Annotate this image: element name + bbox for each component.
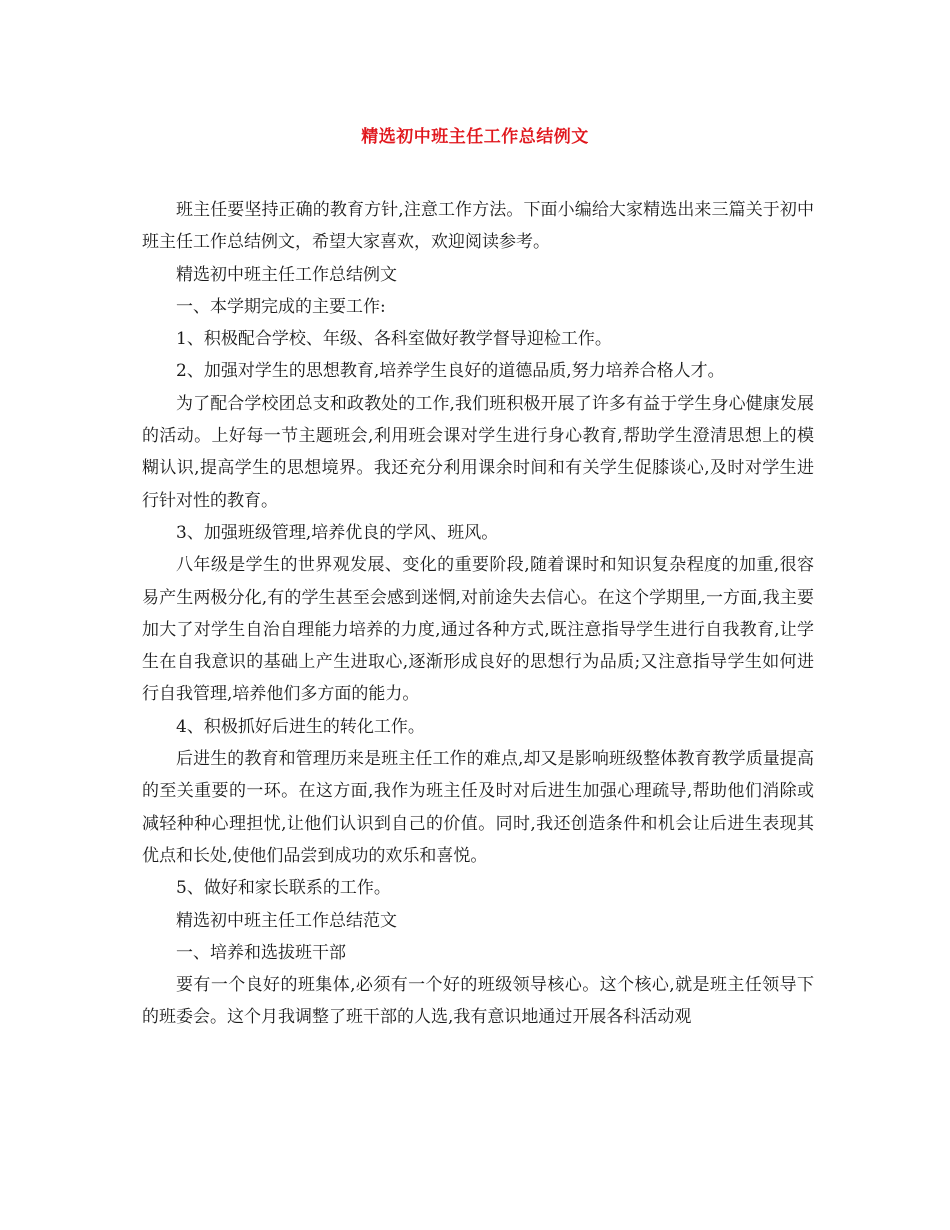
paragraph-item-4: 4、积极抓好后进生的转化工作。 xyxy=(176,716,425,737)
document-body xyxy=(142,194,814,1034)
paragraph-intro: 班主任要坚持正确的教育方针,注意工作方法。下面小编给大家精选出来三篇关于初中班主任工作总结例文，希望大家喜欢，欢迎阅读参考。 xyxy=(142,200,814,253)
paragraph-heading-example: 精选初中班主任工作总结例文 xyxy=(176,264,397,285)
paragraph-body-3: 后进生的教育和管理历来是班主任工作的难点,却又是影响班级整体教育教学质量提高的至关重要的一环。在这方面,我作为班主任及时对后进生加强心理疏导,帮助他们消除或减轻种种心理担忧,让他们认识到自己的价值。同时,我还创造条件和机会让后进生表现其优点和长处,使他们品尝到成功的欢乐和喜悦。 xyxy=(142,749,814,866)
paragraph-heading-sample: 精选初中班主任工作总结范文 xyxy=(176,910,397,931)
paragraph-item-3: 3、加强班级管理,培养优良的学风、班风。 xyxy=(176,522,499,543)
paragraph-body-1: 为了配合学校团总支和政教处的工作,我们班积极开展了许多有益于学生身心健康发展的活动。上好每一节主题班会,利用班会课对学生进行身心教育,帮助学生澄清思想上的模糊认识,提高学生的思想境界。我还充分利用课余时间和有关学生促膝谈心,及时对学生进行针对性的教育。 xyxy=(142,393,814,511)
paragraph-body-4: 要有一个良好的班集体,必须有一个好的班级领导核心。这个核心,就是班主任领导下的班委会。这个月我调整了班干部的人选,我有意识地通过开展各科活动观 xyxy=(142,975,814,1028)
paragraph-body-2: 八年级是学生的世界观发展、变化的重要阶段,随着课时和知识复杂程度的加重,很容易产生两极分化,有的学生甚至会感到迷惘,对前途失去信心。在这个学期里,一方面,我主要加大了对学生自治自理能力培养的力度,通过各种方式,既注意指导学生进行自我教育,让学生在自我意识的基础上产生进取心,逐渐形成良好的思想行为品质;又注意指导学生如何进行自我管理,培养他们多方面的能力。 xyxy=(142,555,814,705)
paragraph-item-5: 5、做好和家长联系的工作。 xyxy=(176,878,391,899)
paragraph-item-1: 1、积极配合学校、年级、各科室做好教学督导迎检工作。 xyxy=(176,329,612,350)
paragraph-section-heading: 一、本学期完成的主要工作: xyxy=(176,296,386,317)
paragraph-item-2: 2、加强对学生的思想教育,培养学生良好的道德品质,努力培养合格人才。 xyxy=(176,361,725,382)
document-title: 精选初中班主任工作总结例文 xyxy=(361,127,589,147)
paragraph-section-heading-2: 一、培养和选拔班干部 xyxy=(176,942,346,963)
